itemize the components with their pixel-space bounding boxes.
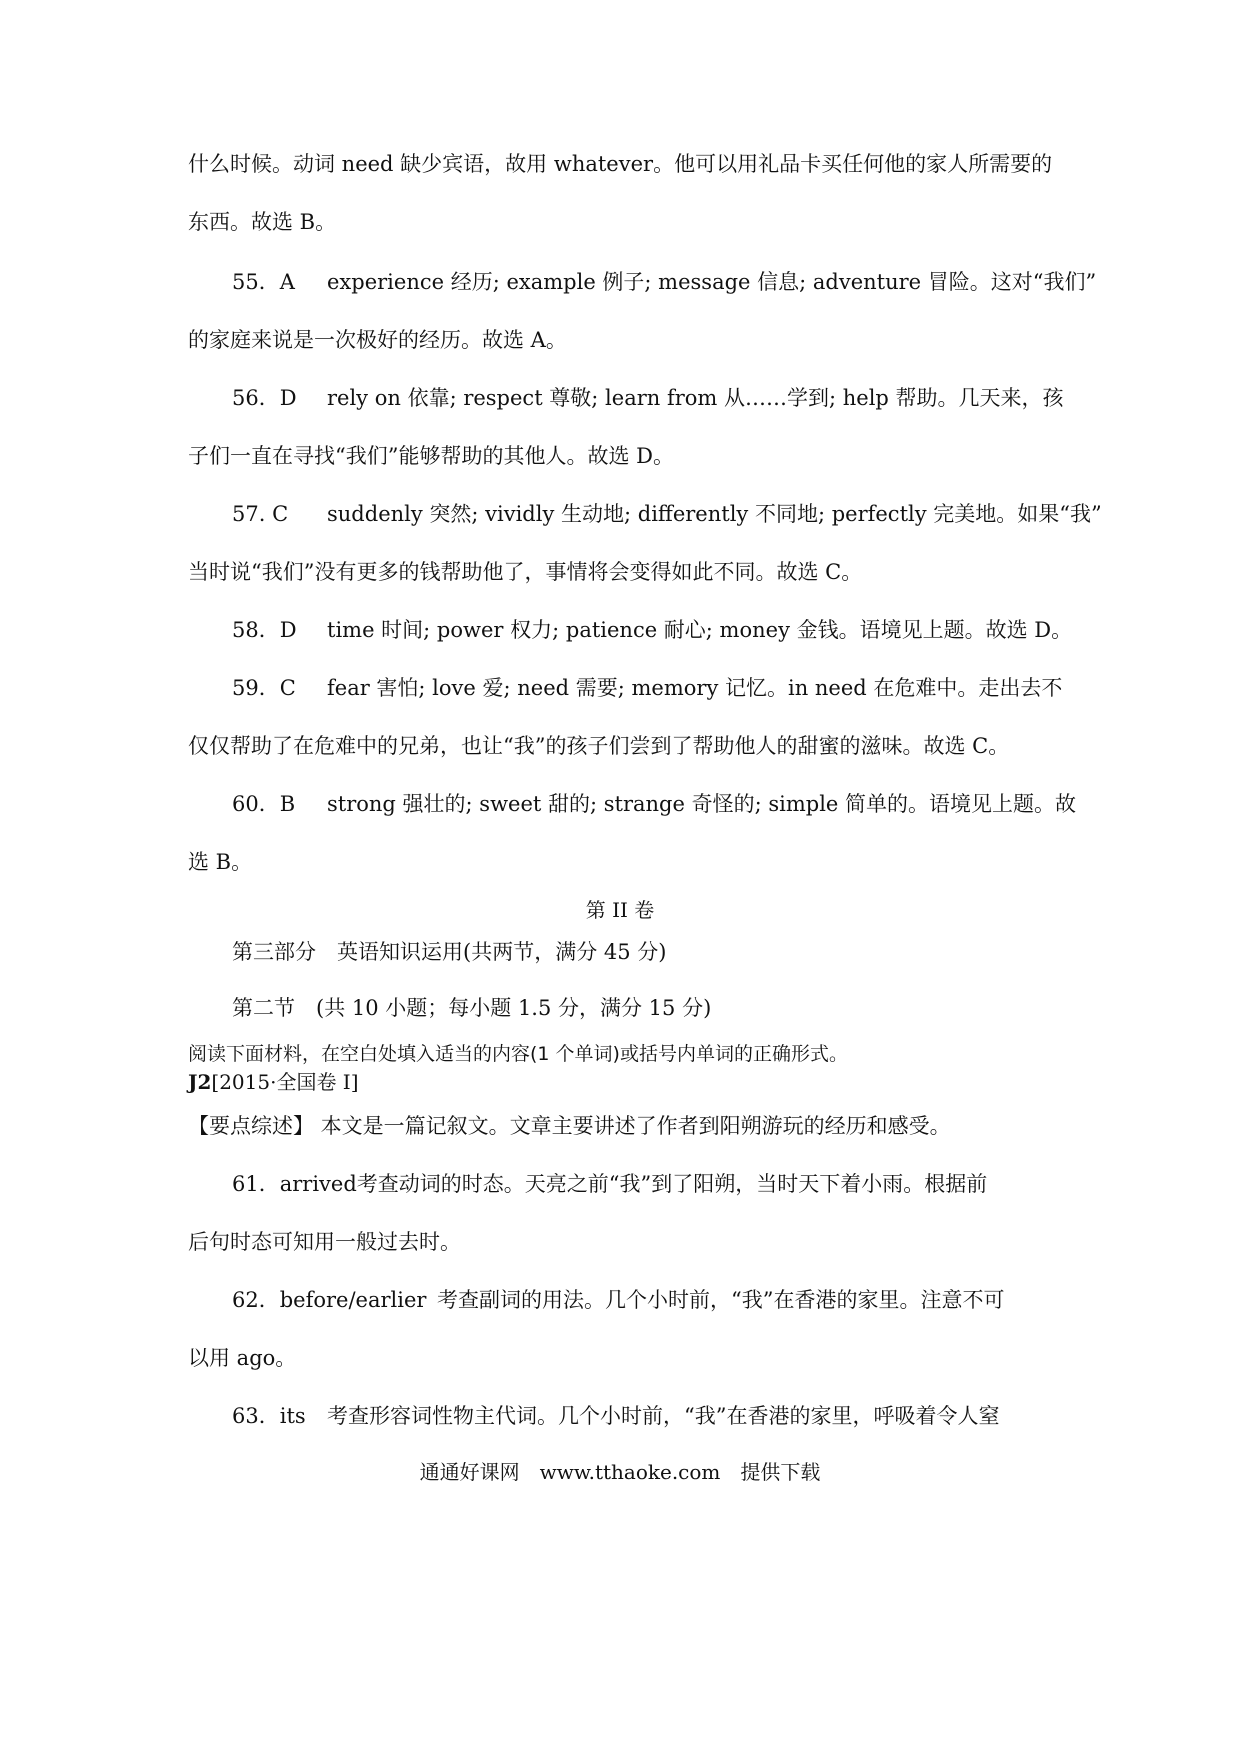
answer-number: 59．C — [232, 676, 296, 700]
answer-text: suddenly 突然; vividly 生动地; differently 不同地; perfectly 完美地。如果“我” — [327, 502, 1102, 526]
answer-61 — [232, 1170, 1060, 1198]
answer-text: experience 经历; example 例子; message 信息; adventure 冒险。这对“我们” — [327, 270, 1097, 294]
page-footer: 通通好课网 www.tthaoke.com 提供下载 — [419, 1460, 821, 1484]
section-heading: 第二节 (共 10 小题；每小题 1.5 分，满分 15 分) — [232, 996, 712, 1020]
answer-56-continued: 子们一直在寻找“我们”能够帮助的其他人。故选 D。 — [188, 444, 674, 468]
summary-text: 【要点综述】 本文是一篇记叙文。文章主要讲述了作者到阳朔游玩的经历和感受。 — [188, 1114, 951, 1138]
answer-61-continued: 后句时态可知用一般过去时。 — [188, 1230, 461, 1254]
paragraph-54-continued-2: 东西。故选 B。 — [188, 210, 337, 234]
paragraph-54-continued: 什么时候。动词 need 缺少宾语，故用 whatever。他可以用礼品卡买任何他的家人所需要的 — [188, 152, 1053, 176]
answer-58 — [232, 616, 1073, 644]
source-line — [188, 1068, 1060, 1096]
answer-text: rely on 依靠; respect 尊敬; learn from 从……学到; help 帮助。几天来，孩 — [327, 386, 1064, 410]
answer-63 — [232, 1402, 1060, 1430]
answer-number: 62．before/earlier — [232, 1288, 427, 1312]
part-heading: 第三部分 英语知识运用(共两节，满分 45 分) — [232, 940, 667, 964]
answer-text: time 时间; power 权力; patience 耐心; money 金钱。语境见上题。故选 D。 — [327, 618, 1073, 642]
source-code: J2 — [188, 1070, 212, 1094]
answer-62-continued: 以用 ago。 — [188, 1346, 297, 1370]
answer-text: 考查副词的用法。几个小时前，“我”在香港的家里。注意不可 — [437, 1288, 1005, 1312]
source-text: [2015·全国卷 I] — [211, 1070, 359, 1094]
answer-text: strong 强壮的; sweet 甜的; strange 奇怪的; simple 简单的。语境见上题。故 — [327, 792, 1077, 816]
answer-59 — [232, 674, 1063, 702]
answer-55-continued: 的家庭来说是一次极好的经历。故选 A。 — [188, 328, 567, 352]
answer-number: 56．D — [232, 386, 297, 410]
answer-62 — [232, 1286, 1060, 1314]
answer-57 — [232, 500, 1102, 528]
answer-59-continued: 仅仅帮助了在危难中的兄弟，也让“我”的孩子们尝到了帮助他人的甜蜜的滋味。故选 C。 — [188, 734, 1010, 758]
answer-55 — [232, 268, 1097, 296]
answer-number: 60．B — [232, 792, 296, 816]
answer-60-continued: 选 B。 — [188, 850, 253, 874]
answer-text: 考查动词的时态。天亮之前“我”到了阳朔，当时天下着小雨。根据前 — [356, 1172, 988, 1196]
answer-56 — [232, 384, 1064, 412]
answer-text: 考查形容词性物主代词。几个小时前，“我”在香港的家里，呼吸着令人窒 — [327, 1404, 1000, 1428]
answer-60 — [232, 790, 1077, 818]
answer-number: 55．A — [232, 270, 295, 294]
answer-number: 57. C — [232, 502, 289, 526]
answer-number: 63．its — [232, 1404, 306, 1428]
answer-text: fear 害怕; love 爱; need 需要; memory 记忆。in need 在危难中。走出去不 — [327, 676, 1063, 700]
answer-number: 58．D — [232, 618, 297, 642]
answer-number: 61．arrived — [232, 1172, 357, 1196]
answer-57-continued: 当时说“我们”没有更多的钱帮助他了，事情将会变得如此不同。故选 C。 — [188, 560, 863, 584]
instruction-text: 阅读下面材料，在空白处填入适当的内容(1 个单词)或括号内单词的正确形式。 — [188, 1043, 848, 1065]
volume-title: 第 II 卷 — [585, 898, 655, 922]
